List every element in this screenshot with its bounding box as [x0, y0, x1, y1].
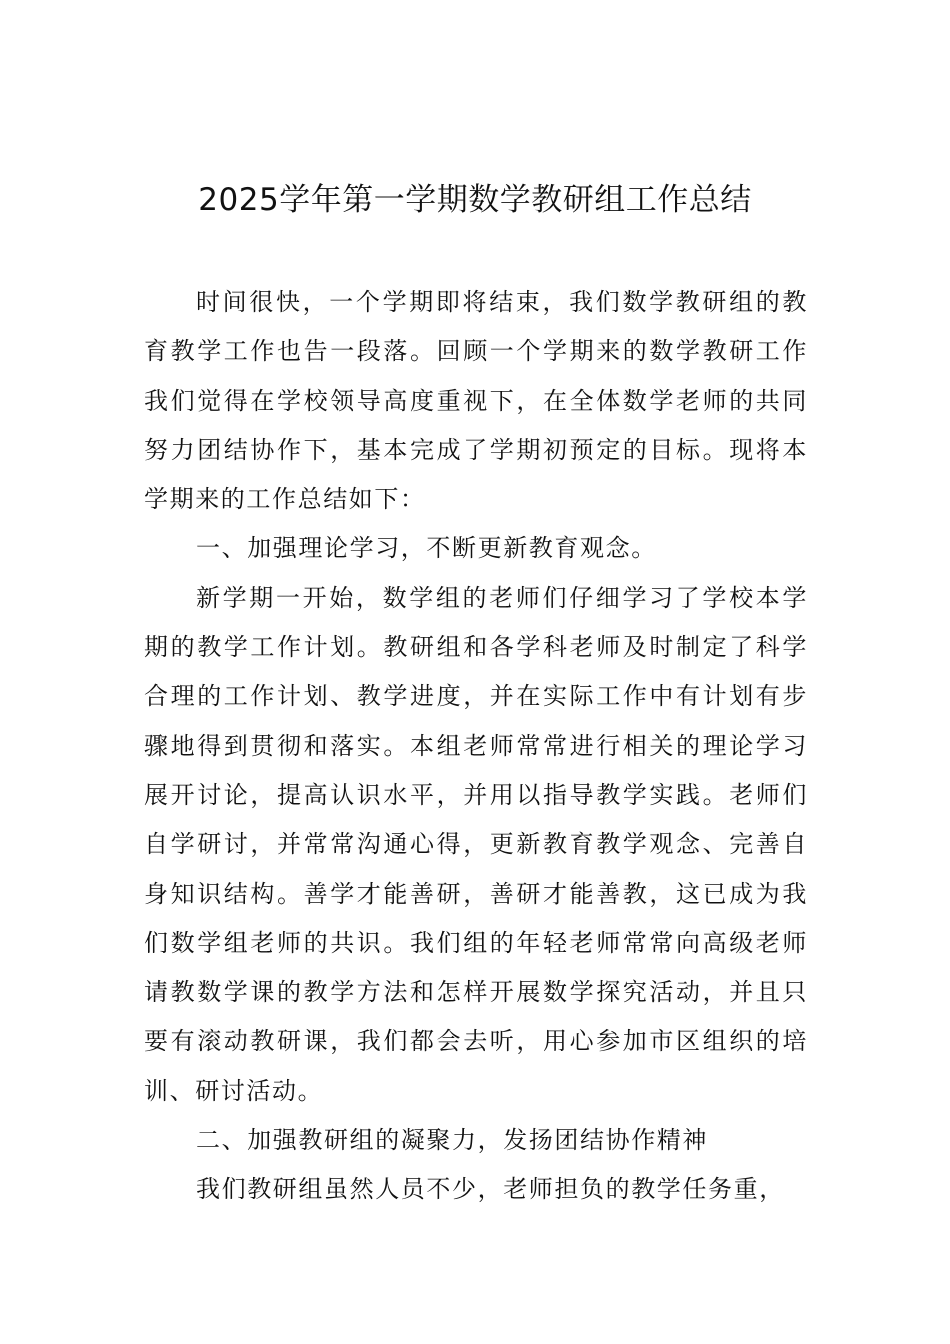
section-2-paragraph: 我们教研组虽然人员不少，老师担负的教学任务重，: [196, 1175, 785, 1204]
document-title: 2025学年第一学期数学教研组工作总结: [198, 182, 752, 218]
section-heading-2: 二、加强教研组的凝聚力，发扬团结协作精神: [196, 1126, 708, 1155]
section-heading-1: 一、加强理论学习，不断更新教育观念。: [196, 534, 657, 563]
section-1-paragraph: 新学期一开始，数学组的老师们仔细学习了学校本学期的教学工作计划。教研组和各学科老师及时制定了科学合理的工作计划、教学进度，并在实际工作中有计划有步骤地得到贯彻和落实。本组老师常常进行相关的理论学习展开讨论，提高认识水平，并用以指导教学实践。老师们自学研讨，并常常沟通心得，更新教育教学观念、完善自身知识结构。善学才能善研，善研才能善教，这已成为我们数学组老师的共识。我们组的年轻老师常常向高级老师请教数学课的教学方法和怎样开展数学探究活动，并且只要有滚动教研课，我们都会去听，用心参加市区组织的培训、研讨活动。: [144, 583, 808, 1105]
document-body: [144, 278, 808, 1215]
intro-paragraph: 时间很快，一个学期即将结束，我们数学教研组的教育教学工作也告一段落。回顾一个学期来的数学教研工作我们觉得在学校领导高度重视下，在全体数学老师的共同努力团结协作下，基本完成了学期初预定的目标。现将本学期来的工作总结如下：: [144, 288, 808, 514]
